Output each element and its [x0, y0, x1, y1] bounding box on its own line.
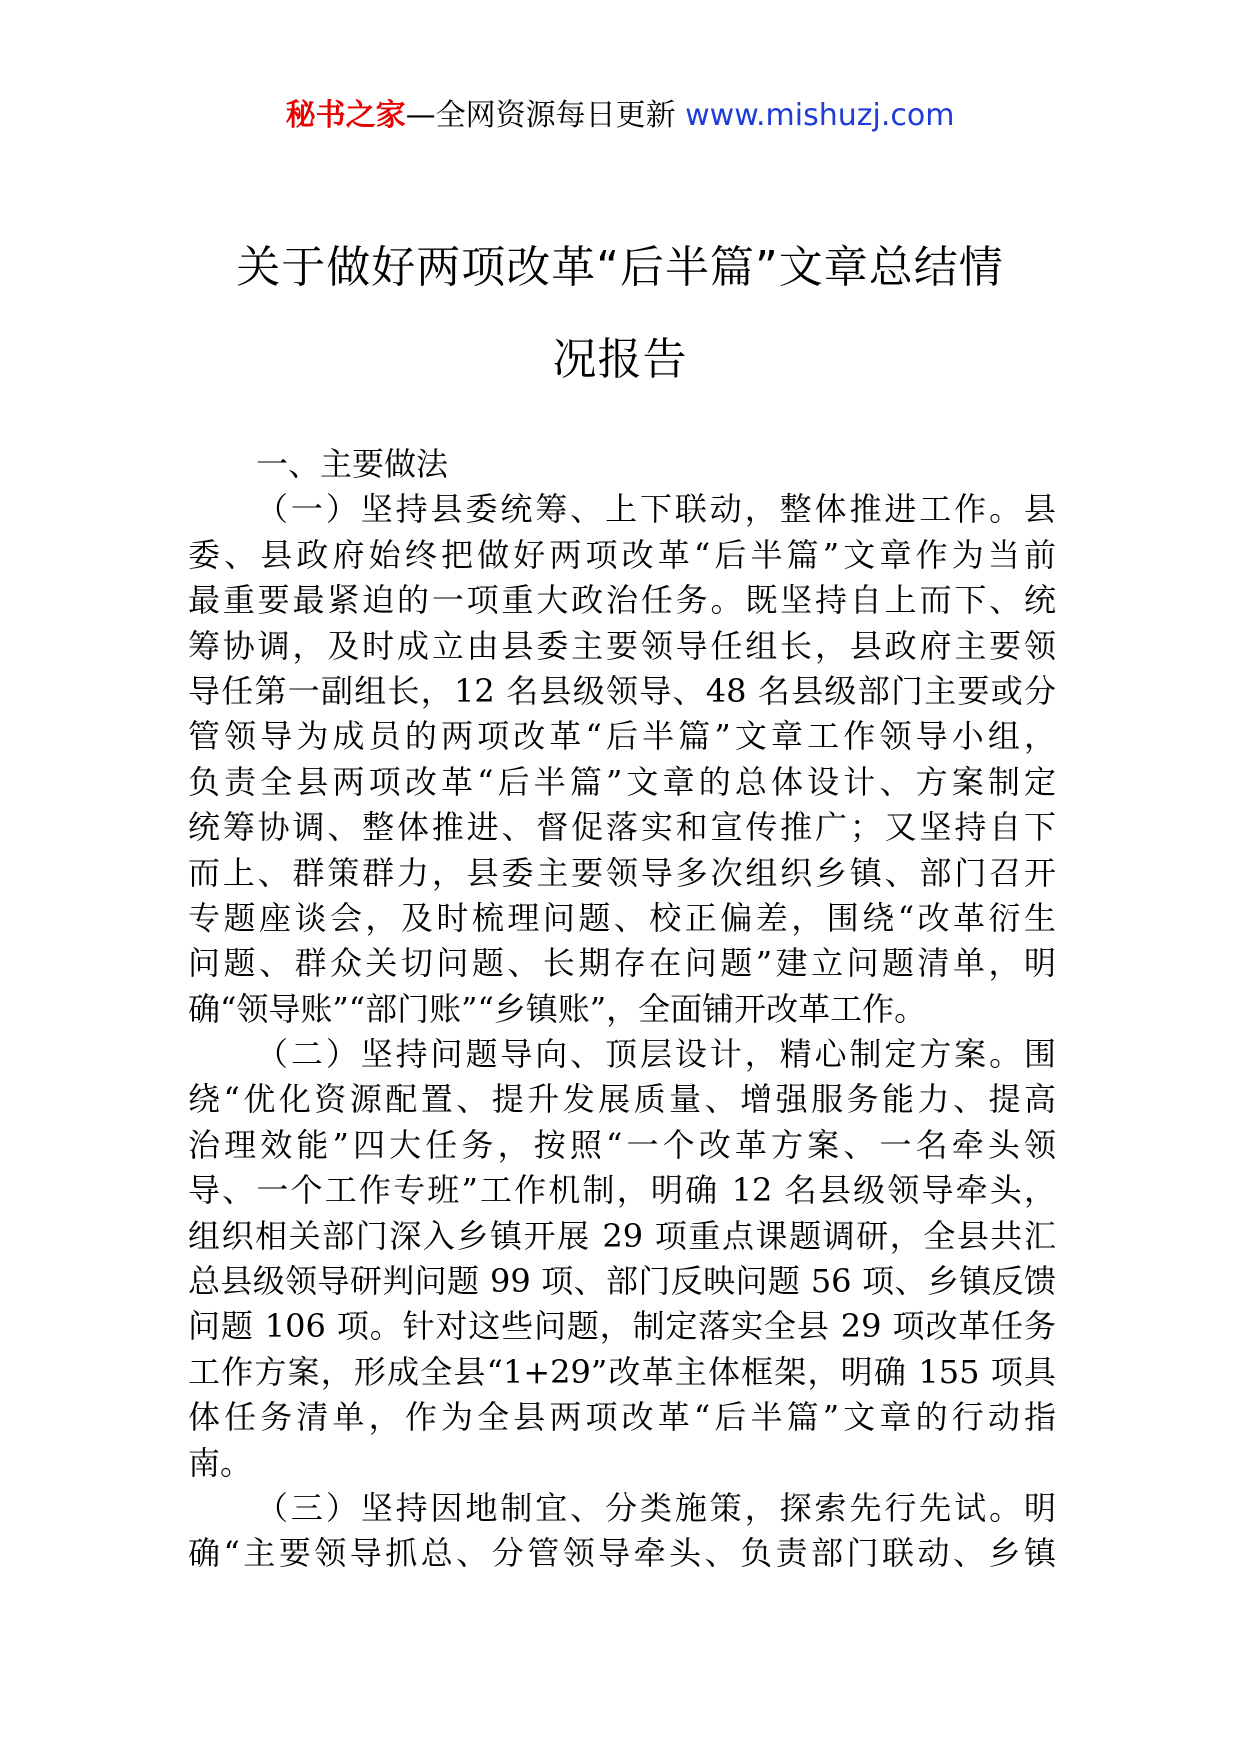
site-tagline: —全网资源每日更新 — [405, 98, 686, 133]
paragraph-1-line: 统筹协调、整体推进、督促落实和宣传推广；又坚持自下 — [188, 808, 1056, 847]
document-title — [160, 222, 1080, 406]
paragraph-2-line: 导、一个工作专班”工作机制，明确 12 名县级领导牵头， — [188, 1171, 1056, 1210]
paragraph-1-line: 导任第一副组长，12 名县级领导、48 名县级部门主要或分 — [188, 671, 1056, 710]
paragraph-1-line: 专题座谈会，及时梳理问题、校正偏差，围绕“改革衍生 — [188, 898, 1056, 937]
paragraph-2-line: 治理效能”四大任务，按照“一个改革方案、一名牵头领 — [188, 1125, 1056, 1164]
paragraph-2-line: 体任务清单，作为全县两项改革“后半篇”文章的行动指 — [188, 1398, 1056, 1437]
site-header — [0, 96, 1240, 136]
paragraph-2-line: （二）坚持问题导向、顶层设计，精心制定方案。围 — [256, 1035, 1056, 1074]
paragraph-2-line: 工作方案，形成全县“1+29”改革主体框架，明确 155 项具 — [188, 1352, 1056, 1391]
paragraph-1-line: 筹协调，及时成立由县委主要领导任组长，县政府主要领 — [188, 626, 1056, 665]
title-line-2: 况报告 — [552, 334, 688, 385]
paragraph-1-line: （一）坚持县委统筹、上下联动，整体推进工作。县 — [256, 490, 1056, 529]
paragraph-1-line: 委、县政府始终把做好两项改革“后半篇”文章作为当前 — [188, 535, 1056, 574]
paragraph-1-line: 而上、群策群力，县委主要领导多次组织乡镇、部门召开 — [188, 853, 1056, 892]
paragraph-2-line: 绕“优化资源配置、提升发展质量、增强服务能力、提高 — [188, 1080, 1056, 1119]
section-heading-main-practices: 一、主要做法 — [256, 445, 449, 483]
paragraph-3-line: （三）坚持因地制宜、分类施策，探索先行先试。明 — [256, 1488, 1056, 1527]
paragraph-2-line: 南。 — [188, 1443, 253, 1482]
paragraph-1-line: 负责全县两项改革“后半篇”文章的总体设计、方案制定 — [188, 762, 1056, 801]
title-line-1: 关于做好两项改革“后半篇”文章总结情 — [236, 242, 1004, 293]
paragraph-1-line: 管领导为成员的两项改革“后半篇”文章工作领导小组， — [188, 717, 1056, 756]
document-body — [188, 442, 1056, 1577]
site-url-link[interactable]: www.mishuzj.com — [685, 98, 955, 133]
paragraph-2-line: 总县级领导研判问题 99 项、部门反映问题 56 项、乡镇反馈 — [188, 1262, 1056, 1301]
site-brand: 秘书之家 — [285, 98, 406, 133]
paragraph-1-line: 确“领导账”“部门账”“乡镇账”，全面铺开改革工作。 — [188, 989, 927, 1028]
paragraph-1-line: 问题、群众关切问题、长期存在问题”建立问题清单，明 — [188, 944, 1056, 983]
paragraph-2-line: 组织相关部门深入乡镇开展 29 项重点课题调研，全县共汇 — [188, 1216, 1056, 1255]
paragraph-3-line: 确“主要领导抓总、分管领导牵头、负责部门联动、乡镇 — [188, 1534, 1056, 1573]
paragraph-1-line: 最重要最紧迫的一项重大政治任务。既坚持自上而下、统 — [188, 581, 1056, 620]
paragraph-2-line: 问题 106 项。针对这些问题，制定落实全县 29 项改革任务 — [188, 1307, 1056, 1346]
